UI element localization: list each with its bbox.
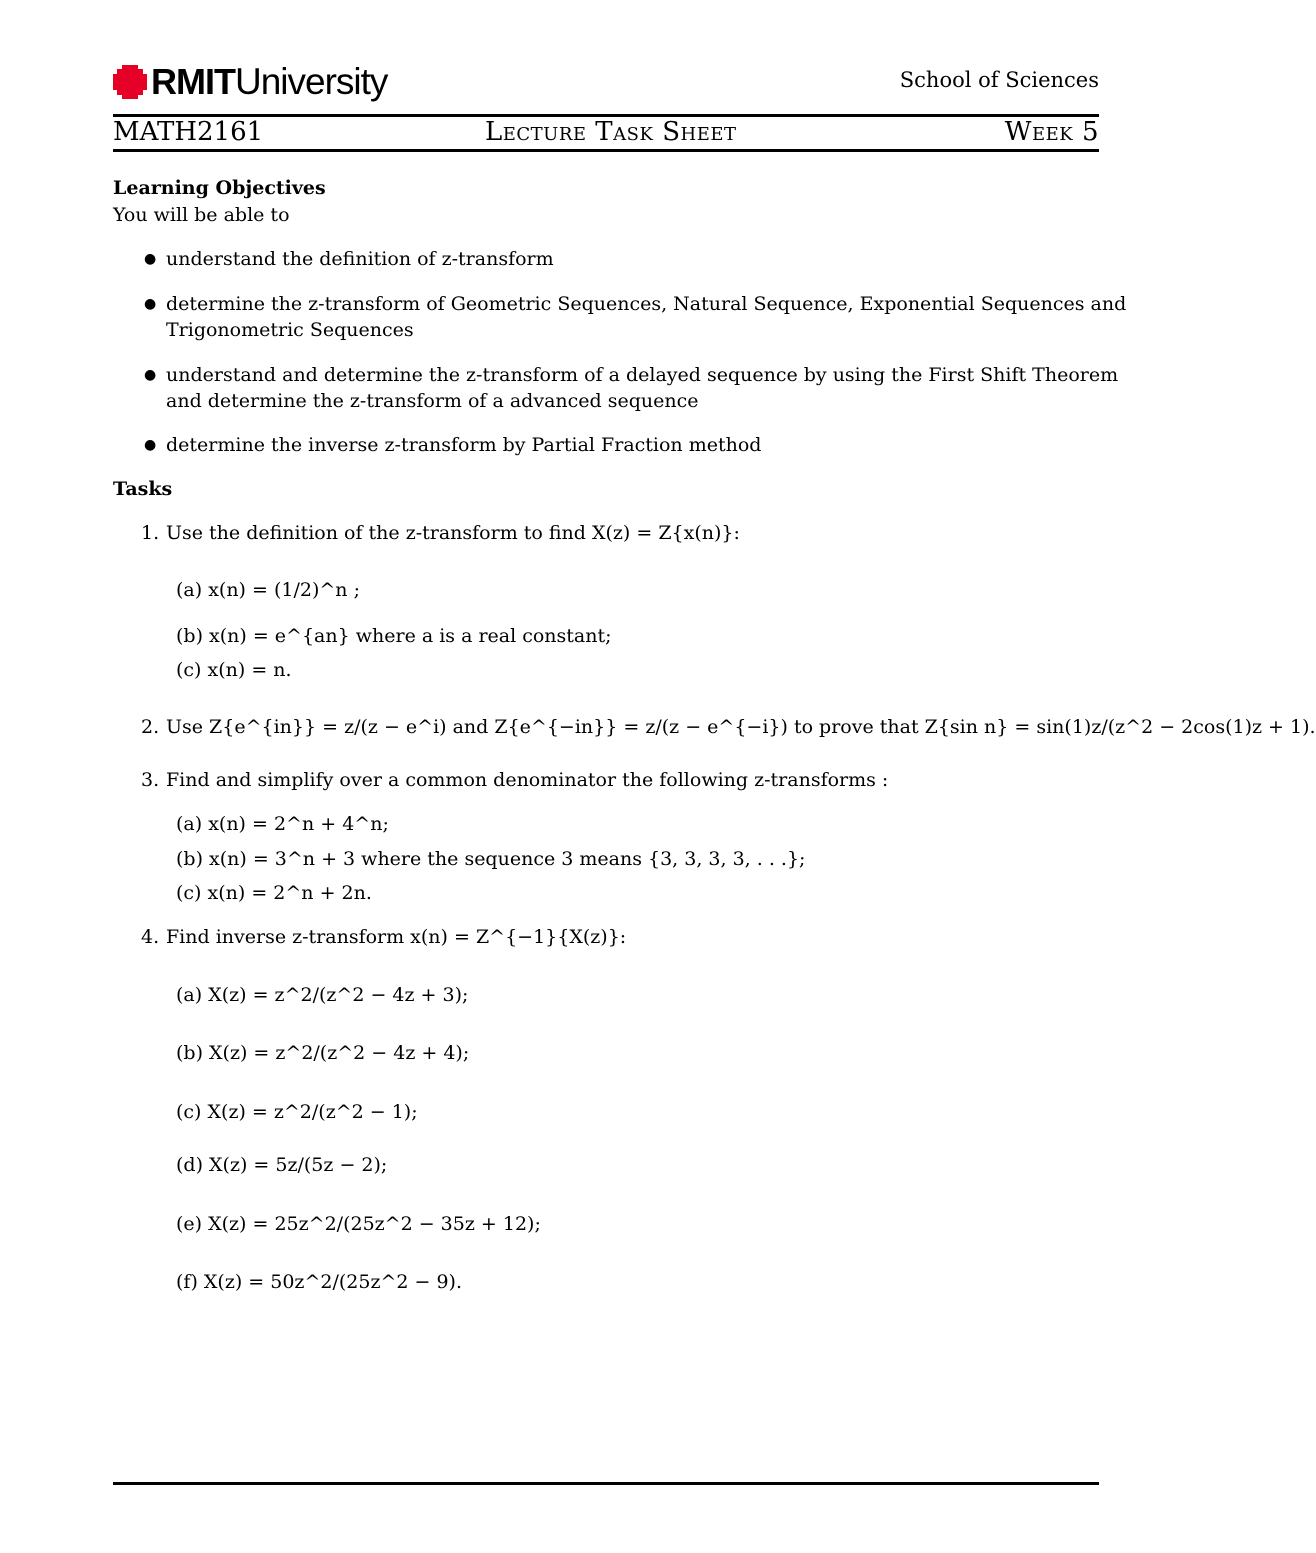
course-code: MATH2161 [113, 117, 264, 147]
tasks-heading: Tasks [113, 478, 173, 500]
objective-item: determine the z-transform of Geometric Sequences, Natural Sequence, Exponential Sequences and [166, 293, 1127, 315]
task-1a: (a) x(n) = (1/2)^n ; [176, 579, 360, 601]
school-name: School of Sciences [899, 68, 1099, 92]
objective-item: understand and determine the z-transform of a delayed sequence by using the First Shift Theorem [166, 364, 1119, 386]
task-4-text: Find inverse z-transform x(n) = Z^{−1}{X(z)}: [166, 926, 627, 948]
task-number: 2. [141, 716, 160, 738]
objective-item: understand the definition of z-transform [166, 248, 554, 270]
logo-text-rmit: RMIT [151, 61, 235, 102]
objective-item: determine the inverse z-transform by Partial Fraction method [166, 434, 762, 456]
objective-item-continued: Trigonometric Sequences [166, 319, 414, 341]
task-1c: (c) x(n) = n. [176, 659, 292, 681]
task-2-text: Use Z{e^{in}} = z/(z − e^i) and Z{e^{−in}} = z/(z − e^{−i}) to prove that Z{sin n} = sin(1)z/(z^2 − 2cos(1)z + 1). [166, 716, 1316, 738]
task-4c: (c) X(z) = z^2/(z^2 − 1); [176, 1101, 418, 1123]
task-1-text: Use the definition of the z-transform to find X(z) = Z{x(n)}: [166, 522, 740, 544]
task-4f: (f) X(z) = 50z^2/(25z^2 − 9). [176, 1271, 463, 1293]
logo-text-university: University [234, 61, 388, 102]
task-4b: (b) X(z) = z^2/(z^2 − 4z + 4); [176, 1042, 470, 1064]
bullet-icon: ● [144, 296, 157, 312]
objectives-heading: Learning Objectives [113, 177, 326, 199]
rmit-logo [113, 60, 387, 104]
task-3b: (b) x(n) = 3^n + 3 where the sequence 3 means {3, 3, 3, 3, . . .}; [176, 848, 806, 870]
task-3a: (a) x(n) = 2^n + 4^n; [176, 813, 389, 835]
task-number: 1. [141, 522, 160, 544]
document-page [113, 0, 1316, 1553]
task-number: 4. [141, 926, 160, 948]
week-label: Week 5 [1004, 117, 1099, 147]
header-title-row [113, 117, 1099, 149]
footer-rule [113, 1482, 1099, 1485]
task-4e: (e) X(z) = 25z^2/(25z^2 − 35z + 12); [176, 1213, 541, 1235]
sheet-title: Lecture Task Sheet [485, 117, 737, 147]
header-rule-bottom [113, 149, 1099, 152]
task-1b: (b) x(n) = e^{an} where a is a real constant; [176, 625, 612, 647]
objectives-intro: You will be able to [113, 204, 290, 226]
bullet-icon: ● [144, 437, 157, 453]
task-4d: (d) X(z) = 5z/(5z − 2); [176, 1154, 388, 1176]
task-4a: (a) X(z) = z^2/(z^2 − 4z + 3); [176, 984, 469, 1006]
bullet-icon: ● [144, 251, 157, 267]
task-3c: (c) x(n) = 2^n + 2n. [176, 882, 372, 904]
task-number: 3. [141, 769, 160, 791]
bullet-icon: ● [144, 367, 157, 383]
objective-item-continued: and determine the z-transform of a advanced sequence [166, 390, 699, 412]
task-3-text: Find and simplify over a common denominator the following z-transforms : [166, 769, 889, 791]
rmit-pixel-icon [113, 65, 147, 99]
